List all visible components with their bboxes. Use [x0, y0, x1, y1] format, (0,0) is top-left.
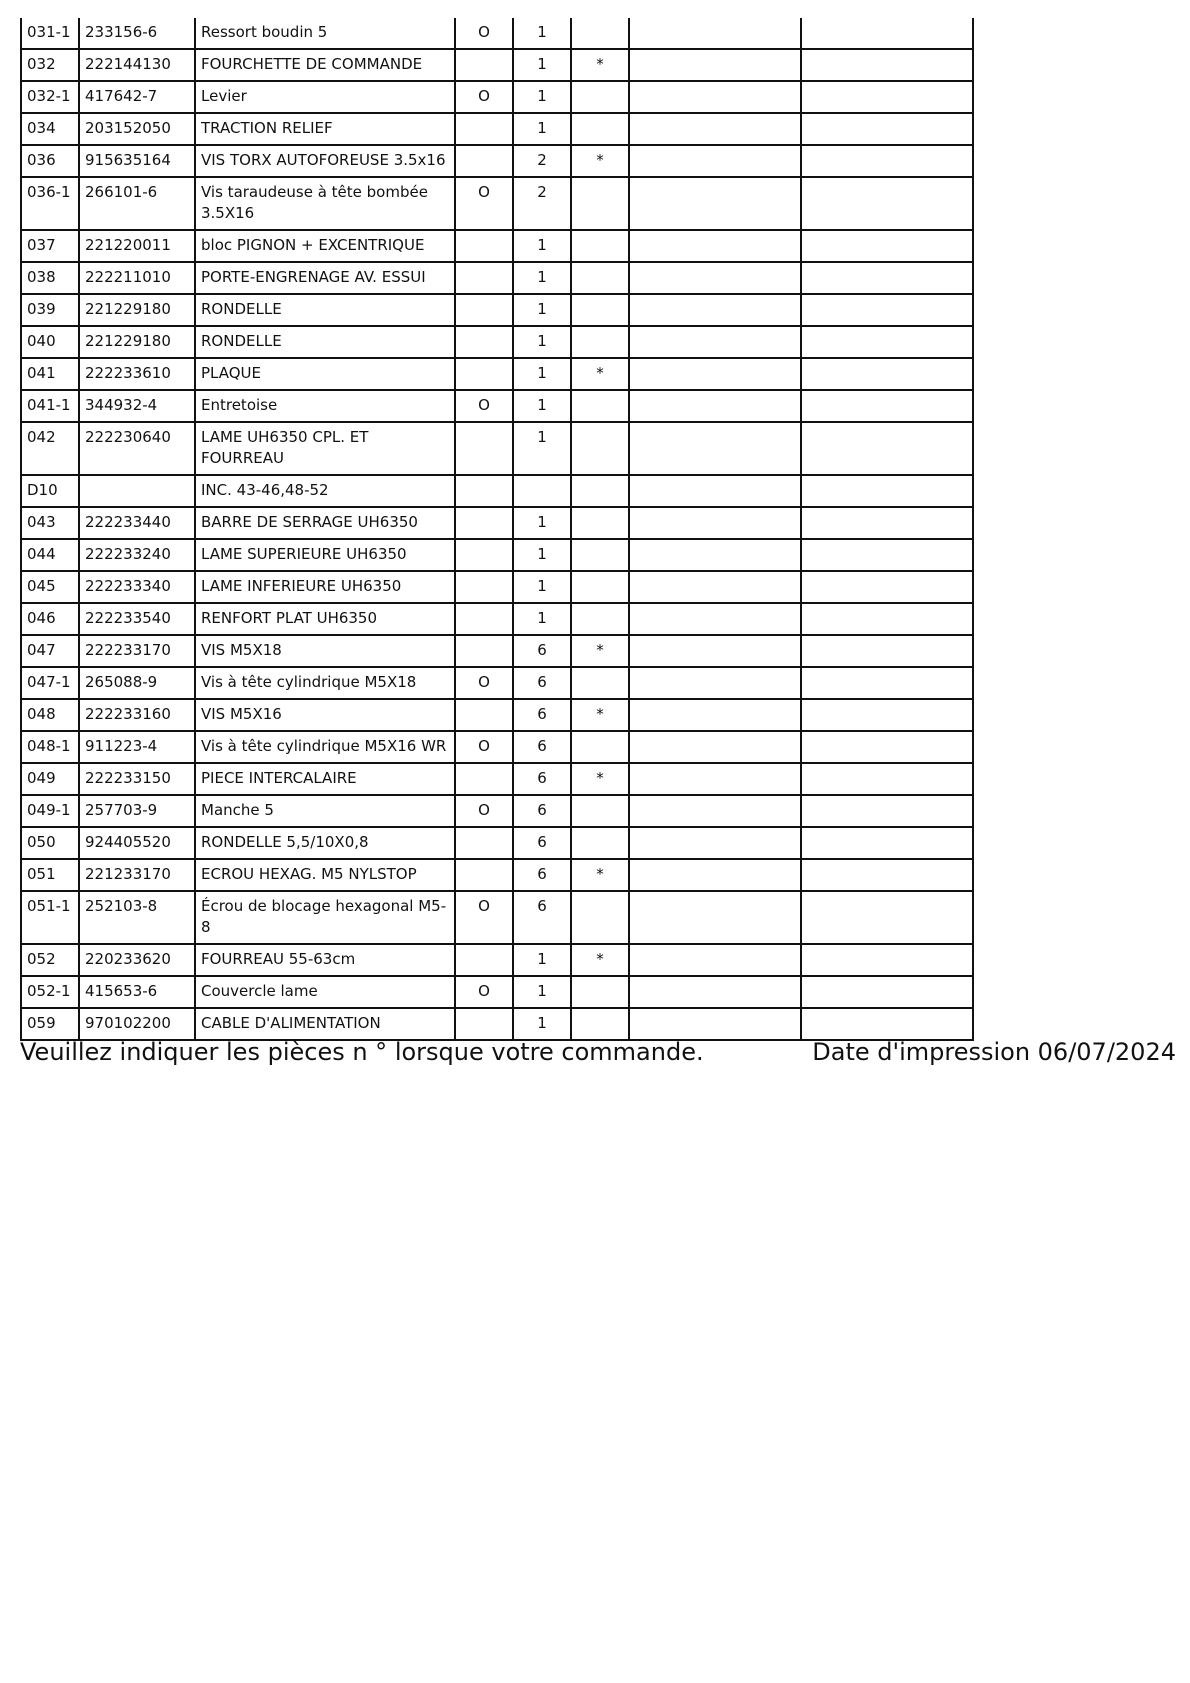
part-star-flag: * [571, 358, 629, 390]
empty-cell [629, 230, 801, 262]
table-row [21, 731, 973, 763]
empty-cell [629, 859, 801, 891]
part-ref: 048-1 [21, 731, 79, 763]
part-code: 415653-6 [79, 976, 195, 1008]
part-o-flag [455, 635, 513, 667]
part-code: 911223-4 [79, 731, 195, 763]
part-o-flag [455, 262, 513, 294]
part-code: 222233540 [79, 603, 195, 635]
empty-cell [801, 859, 973, 891]
part-code: 915635164 [79, 145, 195, 177]
part-quantity: 1 [513, 976, 571, 1008]
part-star-flag [571, 731, 629, 763]
part-ref: 036 [21, 145, 79, 177]
part-quantity: 1 [513, 294, 571, 326]
part-ref: 059 [21, 1008, 79, 1040]
table-row [21, 859, 973, 891]
part-code: 222233610 [79, 358, 195, 390]
part-ref: 050 [21, 827, 79, 859]
part-description: VIS TORX AUTOFOREUSE 3.5x16 [195, 145, 455, 177]
part-quantity: 1 [513, 358, 571, 390]
table-row [21, 1008, 973, 1040]
part-star-flag [571, 795, 629, 827]
part-o-flag [455, 113, 513, 145]
empty-cell [629, 976, 801, 1008]
table-row [21, 49, 973, 81]
empty-cell [629, 539, 801, 571]
part-description: TRACTION RELIEF [195, 113, 455, 145]
part-code: 222233150 [79, 763, 195, 795]
part-quantity: 6 [513, 859, 571, 891]
empty-cell [801, 326, 973, 358]
part-quantity: 6 [513, 699, 571, 731]
part-description: RONDELLE 5,5/10X0,8 [195, 827, 455, 859]
part-code: 970102200 [79, 1008, 195, 1040]
part-code: 222144130 [79, 49, 195, 81]
part-ref: 051 [21, 859, 79, 891]
part-quantity: 2 [513, 177, 571, 230]
part-quantity: 1 [513, 49, 571, 81]
part-description: RONDELLE [195, 326, 455, 358]
part-o-flag [455, 49, 513, 81]
table-row [21, 891, 973, 944]
empty-cell [629, 145, 801, 177]
table-row [21, 944, 973, 976]
part-quantity: 1 [513, 571, 571, 603]
empty-cell [801, 976, 973, 1008]
part-quantity: 1 [513, 390, 571, 422]
empty-cell [629, 827, 801, 859]
part-code: 417642-7 [79, 81, 195, 113]
table-row [21, 230, 973, 262]
part-description: RONDELLE [195, 294, 455, 326]
table-row [21, 827, 973, 859]
part-description: FOURREAU 55-63cm [195, 944, 455, 976]
empty-cell [629, 294, 801, 326]
part-quantity: 6 [513, 731, 571, 763]
part-star-flag [571, 507, 629, 539]
part-ref: 032-1 [21, 81, 79, 113]
part-star-flag [571, 475, 629, 507]
part-star-flag [571, 177, 629, 230]
part-o-flag [455, 539, 513, 571]
part-description: PIECE INTERCALAIRE [195, 763, 455, 795]
empty-cell [801, 827, 973, 859]
parts-table [20, 18, 974, 1041]
part-code: 221229180 [79, 326, 195, 358]
part-code: 222233170 [79, 635, 195, 667]
part-quantity: 1 [513, 1008, 571, 1040]
part-quantity: 6 [513, 635, 571, 667]
part-ref: 042 [21, 422, 79, 475]
table-row [21, 475, 973, 507]
part-description: Écrou de blocage hexagonal M5-8 [195, 891, 455, 944]
part-ref: 052 [21, 944, 79, 976]
part-description: Vis à tête cylindrique M5X18 [195, 667, 455, 699]
part-quantity: 1 [513, 539, 571, 571]
part-code: 344932-4 [79, 390, 195, 422]
part-ref: 049-1 [21, 795, 79, 827]
part-quantity: 1 [513, 326, 571, 358]
empty-cell [801, 539, 973, 571]
part-ref: 037 [21, 230, 79, 262]
part-star-flag [571, 571, 629, 603]
empty-cell [801, 1008, 973, 1040]
part-star-flag: * [571, 944, 629, 976]
part-star-flag: * [571, 635, 629, 667]
part-o-flag [455, 571, 513, 603]
empty-cell [801, 795, 973, 827]
part-code: 221229180 [79, 294, 195, 326]
part-star-flag [571, 294, 629, 326]
part-quantity: 1 [513, 603, 571, 635]
table-row [21, 422, 973, 475]
part-code: 222230640 [79, 422, 195, 475]
part-quantity: 1 [513, 18, 571, 49]
table-row [21, 976, 973, 1008]
part-quantity: 6 [513, 795, 571, 827]
empty-cell [629, 262, 801, 294]
table-row [21, 390, 973, 422]
part-description: Vis à tête cylindrique M5X16 WR [195, 731, 455, 763]
empty-cell [801, 699, 973, 731]
part-ref: 043 [21, 507, 79, 539]
part-o-flag: O [455, 81, 513, 113]
part-ref: 038 [21, 262, 79, 294]
part-ref: 048 [21, 699, 79, 731]
part-o-flag [455, 294, 513, 326]
part-o-flag [455, 603, 513, 635]
empty-cell [629, 944, 801, 976]
empty-cell [801, 635, 973, 667]
part-star-flag: * [571, 699, 629, 731]
empty-cell [801, 475, 973, 507]
part-o-flag [455, 475, 513, 507]
part-code [79, 475, 195, 507]
table-row [21, 262, 973, 294]
part-code: 203152050 [79, 113, 195, 145]
part-code: 222233440 [79, 507, 195, 539]
table-row [21, 18, 973, 49]
table-row [21, 795, 973, 827]
empty-cell [629, 1008, 801, 1040]
part-star-flag [571, 539, 629, 571]
part-ref: 039 [21, 294, 79, 326]
part-description: Couvercle lame [195, 976, 455, 1008]
part-star-flag [571, 18, 629, 49]
part-description: VIS M5X18 [195, 635, 455, 667]
empty-cell [801, 731, 973, 763]
part-description: INC. 43-46,48-52 [195, 475, 455, 507]
empty-cell [629, 49, 801, 81]
empty-cell [801, 145, 973, 177]
part-o-flag: O [455, 891, 513, 944]
table-row [21, 571, 973, 603]
part-star-flag [571, 262, 629, 294]
part-code: 220233620 [79, 944, 195, 976]
part-quantity: 1 [513, 113, 571, 145]
part-star-flag [571, 667, 629, 699]
part-star-flag [571, 390, 629, 422]
part-ref: 040 [21, 326, 79, 358]
part-ref: 049 [21, 763, 79, 795]
table-row [21, 177, 973, 230]
empty-cell [629, 571, 801, 603]
empty-cell [801, 262, 973, 294]
part-quantity: 6 [513, 827, 571, 859]
table-row [21, 667, 973, 699]
empty-cell [629, 731, 801, 763]
empty-cell [801, 507, 973, 539]
table-row [21, 539, 973, 571]
part-star-flag [571, 422, 629, 475]
part-description: PORTE-ENGRENAGE AV. ESSUI [195, 262, 455, 294]
part-code: 222233340 [79, 571, 195, 603]
parts-table-body [21, 18, 973, 1040]
part-description: FOURCHETTE DE COMMANDE [195, 49, 455, 81]
part-quantity: 1 [513, 230, 571, 262]
part-ref: 034 [21, 113, 79, 145]
empty-cell [629, 475, 801, 507]
part-quantity: 1 [513, 422, 571, 475]
part-o-flag [455, 230, 513, 262]
part-ref: 036-1 [21, 177, 79, 230]
part-ref: 041 [21, 358, 79, 390]
part-star-flag [571, 326, 629, 358]
empty-cell [801, 944, 973, 976]
empty-cell [801, 177, 973, 230]
part-o-flag [455, 827, 513, 859]
empty-cell [629, 507, 801, 539]
part-o-flag [455, 422, 513, 475]
part-star-flag: * [571, 763, 629, 795]
empty-cell [801, 571, 973, 603]
part-star-flag: * [571, 49, 629, 81]
part-quantity: 1 [513, 507, 571, 539]
table-row [21, 113, 973, 145]
part-code: 221220011 [79, 230, 195, 262]
empty-cell [801, 358, 973, 390]
empty-cell [629, 763, 801, 795]
part-description: Manche 5 [195, 795, 455, 827]
part-ref: 051-1 [21, 891, 79, 944]
table-row [21, 763, 973, 795]
part-ref: 047-1 [21, 667, 79, 699]
empty-cell [801, 390, 973, 422]
part-star-flag [571, 891, 629, 944]
part-description: bloc PIGNON + EXCENTRIQUE [195, 230, 455, 262]
part-code: 266101-6 [79, 177, 195, 230]
part-ref: 047 [21, 635, 79, 667]
part-o-flag [455, 763, 513, 795]
part-star-flag [571, 230, 629, 262]
table-row [21, 358, 973, 390]
empty-cell [629, 81, 801, 113]
part-code: 265088-9 [79, 667, 195, 699]
empty-cell [629, 635, 801, 667]
part-o-flag: O [455, 18, 513, 49]
part-o-flag: O [455, 731, 513, 763]
part-description: Entretoise [195, 390, 455, 422]
part-description: BARRE DE SERRAGE UH6350 [195, 507, 455, 539]
empty-cell [801, 230, 973, 262]
empty-cell [801, 891, 973, 944]
part-star-flag [571, 81, 629, 113]
part-quantity: 2 [513, 145, 571, 177]
part-code: 222233160 [79, 699, 195, 731]
empty-cell [629, 18, 801, 49]
part-code: 222233240 [79, 539, 195, 571]
empty-cell [629, 891, 801, 944]
part-o-flag: O [455, 976, 513, 1008]
part-o-flag [455, 699, 513, 731]
empty-cell [801, 294, 973, 326]
table-row [21, 699, 973, 731]
empty-cell [801, 763, 973, 795]
part-code: 924405520 [79, 827, 195, 859]
empty-cell [801, 18, 973, 49]
part-quantity: 1 [513, 262, 571, 294]
empty-cell [629, 667, 801, 699]
part-description: ECROU HEXAG. M5 NYLSTOP [195, 859, 455, 891]
part-description: PLAQUE [195, 358, 455, 390]
part-o-flag: O [455, 177, 513, 230]
part-code: 222211010 [79, 262, 195, 294]
part-code: 233156-6 [79, 18, 195, 49]
footer-note: Veuillez indiquer les pièces n ° lorsque votre commande. [20, 1038, 704, 1066]
part-quantity [513, 475, 571, 507]
empty-cell [629, 795, 801, 827]
empty-cell [801, 113, 973, 145]
part-o-flag: O [455, 390, 513, 422]
empty-cell [629, 390, 801, 422]
part-o-flag [455, 1008, 513, 1040]
empty-cell [801, 603, 973, 635]
table-row [21, 635, 973, 667]
part-description: LAME INFERIEURE UH6350 [195, 571, 455, 603]
part-o-flag [455, 358, 513, 390]
empty-cell [629, 177, 801, 230]
part-star-flag [571, 976, 629, 1008]
part-star-flag [571, 113, 629, 145]
part-o-flag [455, 507, 513, 539]
part-o-flag [455, 326, 513, 358]
empty-cell [801, 81, 973, 113]
empty-cell [629, 422, 801, 475]
part-description: Vis taraudeuse à tête bombée 3.5X16 [195, 177, 455, 230]
part-ref: 031-1 [21, 18, 79, 49]
table-row [21, 145, 973, 177]
empty-cell [801, 422, 973, 475]
table-row [21, 81, 973, 113]
empty-cell [629, 326, 801, 358]
part-star-flag [571, 1008, 629, 1040]
part-ref: 041-1 [21, 390, 79, 422]
part-ref: 052-1 [21, 976, 79, 1008]
part-code: 257703-9 [79, 795, 195, 827]
empty-cell [801, 667, 973, 699]
part-ref: 045 [21, 571, 79, 603]
print-date: Date d'impression 06/07/2024 [812, 1038, 1176, 1066]
part-o-flag: O [455, 795, 513, 827]
part-star-flag [571, 827, 629, 859]
empty-cell [629, 603, 801, 635]
part-star-flag: * [571, 145, 629, 177]
part-ref: 046 [21, 603, 79, 635]
empty-cell [629, 358, 801, 390]
part-quantity: 6 [513, 891, 571, 944]
part-code: 252103-8 [79, 891, 195, 944]
part-quantity: 6 [513, 667, 571, 699]
part-o-flag [455, 944, 513, 976]
part-ref: D10 [21, 475, 79, 507]
part-description: LAME UH6350 CPL. ET FOURREAU [195, 422, 455, 475]
empty-cell [629, 113, 801, 145]
part-star-flag [571, 603, 629, 635]
part-o-flag [455, 859, 513, 891]
part-description: RENFORT PLAT UH6350 [195, 603, 455, 635]
part-quantity: 1 [513, 944, 571, 976]
part-quantity: 1 [513, 81, 571, 113]
empty-cell [629, 699, 801, 731]
table-row [21, 507, 973, 539]
table-row [21, 326, 973, 358]
table-row [21, 603, 973, 635]
part-o-flag [455, 145, 513, 177]
part-description: VIS M5X16 [195, 699, 455, 731]
part-description: LAME SUPERIEURE UH6350 [195, 539, 455, 571]
part-quantity: 6 [513, 763, 571, 795]
part-description: Levier [195, 81, 455, 113]
part-code: 221233170 [79, 859, 195, 891]
part-o-flag: O [455, 667, 513, 699]
part-ref: 044 [21, 539, 79, 571]
table-row [21, 294, 973, 326]
part-description: CABLE D'ALIMENTATION [195, 1008, 455, 1040]
part-description: Ressort boudin 5 [195, 18, 455, 49]
part-ref: 032 [21, 49, 79, 81]
empty-cell [801, 49, 973, 81]
part-star-flag: * [571, 859, 629, 891]
